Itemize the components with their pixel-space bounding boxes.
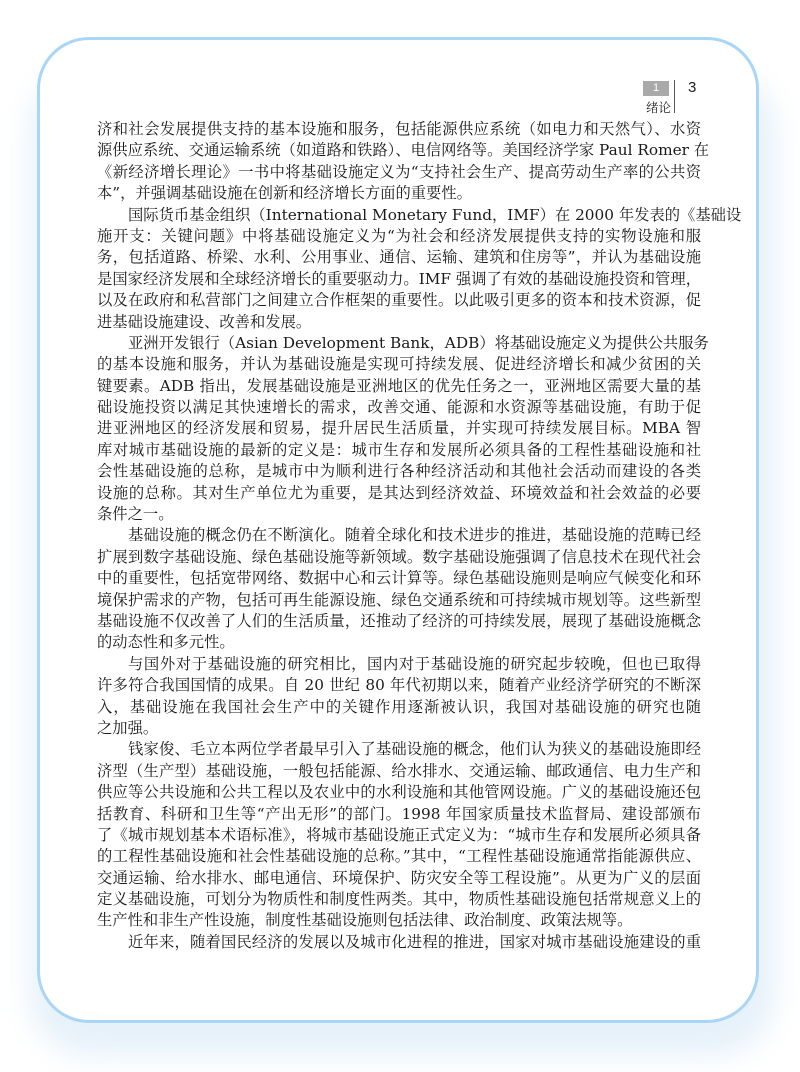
text-line: 钱家俊、毛立本两位学者最早引入了基础设施的概念，他们认为狭义的基础设施即经 xyxy=(128,740,701,759)
text-line: 施开支：关键问题》中将基础设施定义为“为社会和经济发展提供支持的实物设施和服 xyxy=(97,226,701,245)
text-line: 括教育、科研和卫生等“产出无形”的部门。1998 年国家质量技术监督局、建设部颁布 xyxy=(97,804,701,823)
text-line: 键要素。ADB 指出，发展基础设施是亚洲地区的优先任务之一，亚洲地区需要大量的基 xyxy=(97,376,701,395)
text-line: 中的重要性，包括宽带网络、数据中心和云计算等。绿色基础设施则是响应气候变化和环 xyxy=(97,569,701,588)
text-line: 济和社会发展提供支持的基本设施和服务，包括能源供应系统（如电力和天然气）、水资 xyxy=(97,120,701,138)
paragraph xyxy=(97,333,709,526)
text-line: 济型（生产型）基础设施，一般包括能源、给水排水、交通运输、邮政通信、电力生产和 xyxy=(97,761,701,780)
text-line: 源供应系统、交通运输系统（如道路和铁路）、电信网络等。美国经济学家 Paul Romer 在 xyxy=(97,141,710,160)
text-line: 境保护需求的产物，包括可再生能源设施、绿色交通系统和可持续城市规划等。这些新型 xyxy=(97,590,701,609)
text-line: 生产性和非生产性设施，制度性基础设施则包括法律、政治制度、政策法规等。 xyxy=(97,911,633,930)
text-line: 《新经济增长理论》一书中将基础设施定义为“支持社会生产、提高劳动生产率的公共资 xyxy=(97,162,701,181)
chapter-title: 绪论 xyxy=(645,100,671,115)
text-line: 设施的总称。其对生产单位尤为重要，是其达到经济效益、环境效益和社会效益的必要 xyxy=(97,483,701,502)
text-line: 扩展到数字基础设施、绿色基础设施等新领域。数字基础设施强调了信息技术在现代社会 xyxy=(97,547,701,566)
text-line: 国际货币基金组织（International Monetary Fund，IMF）在 2000 年发表的《基础设 xyxy=(128,205,742,224)
text-line: 库对城市基础设施的最新的定义是：城市生存和发展所必须具备的工程性基础设施和社 xyxy=(97,440,701,459)
text-line: 进基础设施建设、改善和发展。 xyxy=(97,312,312,331)
text-line: 定义基础设施，可划分为物质性和制度性两类。其中，物质性基础设施包括常规意义上的 xyxy=(97,890,701,909)
text-line: 的基本设施和服务，并认为基础设施是实现可持续发展、促进经济增长和减少贫困的关 xyxy=(97,355,701,374)
paragraph xyxy=(97,525,701,653)
text-line: 的工程性基础设施和社会性基础设施的总称。”其中，“工程性基础设施通常指能源供应、 xyxy=(97,847,701,866)
text-line: 以及在政府和私营部门之间建立合作框架的重要性。以此吸引更多的资本和技术资源，促 xyxy=(97,291,701,310)
text-line: 本”，并强调基础设施在创新和经济增长方面的重要性。 xyxy=(97,184,472,203)
text-line: 基础设施的概念仍在不断演化。随着全球化和技术进步的推进，基础设施的范畴已经 xyxy=(128,526,701,545)
text-line: 与国外对于基础设施的研究相比，国内对于基础设施的研究起步较晚，但也已取得 xyxy=(128,654,701,673)
text-line: 务，包括道路、桥梁、水利、公用事业、通信、运输、建筑和住房等”，并认为基础设施 xyxy=(97,248,701,267)
chapter-number-badge: 1 xyxy=(643,81,669,96)
text-line: 许多符合我国国情的成果。自 20 世纪 80 年代初期以来，随着产业经济学研究的不断深 xyxy=(97,676,701,695)
text-line: 亚洲开发银行（Asian Development Bank，ADB）将基础设施定义为提供公共服务 xyxy=(128,333,709,352)
paragraph xyxy=(97,654,701,740)
text-line: 基础设施不仅改善了人们的生活质量，还推动了经济的可持续发展，展现了基础设施概念 xyxy=(97,611,701,630)
text-line: 之加强。 xyxy=(97,718,159,737)
text-line: 交通运输、给水排水、邮电通信、环境保护、防灾安全等工程设施”。从更为广义的层面 xyxy=(97,868,701,887)
paragraph xyxy=(97,932,701,953)
text-line: 近年来，随着国民经济的发展以及城市化进程的推进，国家对城市基础设施建设的重 xyxy=(128,932,701,951)
text-line: 是国家经济发展和全球经济增长的重要驱动力。IMF 强调了有效的基础设施投资和管理， xyxy=(97,269,701,288)
text-line: 条件之一。 xyxy=(97,505,174,524)
body-text xyxy=(97,119,742,953)
paragraph xyxy=(97,205,742,333)
text-line: 进亚洲地区的经济发展和贸易，提升居民生活质量，并实现可持续发展目标。MBA 智 xyxy=(97,419,701,438)
text-line: 的动态性和多元性。 xyxy=(97,633,235,652)
text-line: 入，基础设施在我国社会生产中的关键作用逐渐被认识，我国对基础设施的研究也随 xyxy=(97,697,701,716)
page-number: 3 xyxy=(688,79,697,96)
text-line: 会性基础设施的总称，是城市中为顺利进行各种经济活动和其他社会活动而建设的各类 xyxy=(97,462,701,481)
paragraph xyxy=(97,739,701,932)
text-line: 供应等公共设施和公共工程以及农业中的水利设施和其他管网设施。广义的基础设施还包 xyxy=(97,783,701,802)
paragraph xyxy=(97,119,710,205)
text-line: 础设施投资以满足其快速增长的需求，改善交通、能源和水资源等基础设施，有助于促 xyxy=(97,398,701,417)
header-divider xyxy=(674,80,675,113)
text-line: 了《城市规划基本术语标准》，将城市基础设施正式定义为：“城市生存和发展所必须具备 xyxy=(97,825,701,844)
